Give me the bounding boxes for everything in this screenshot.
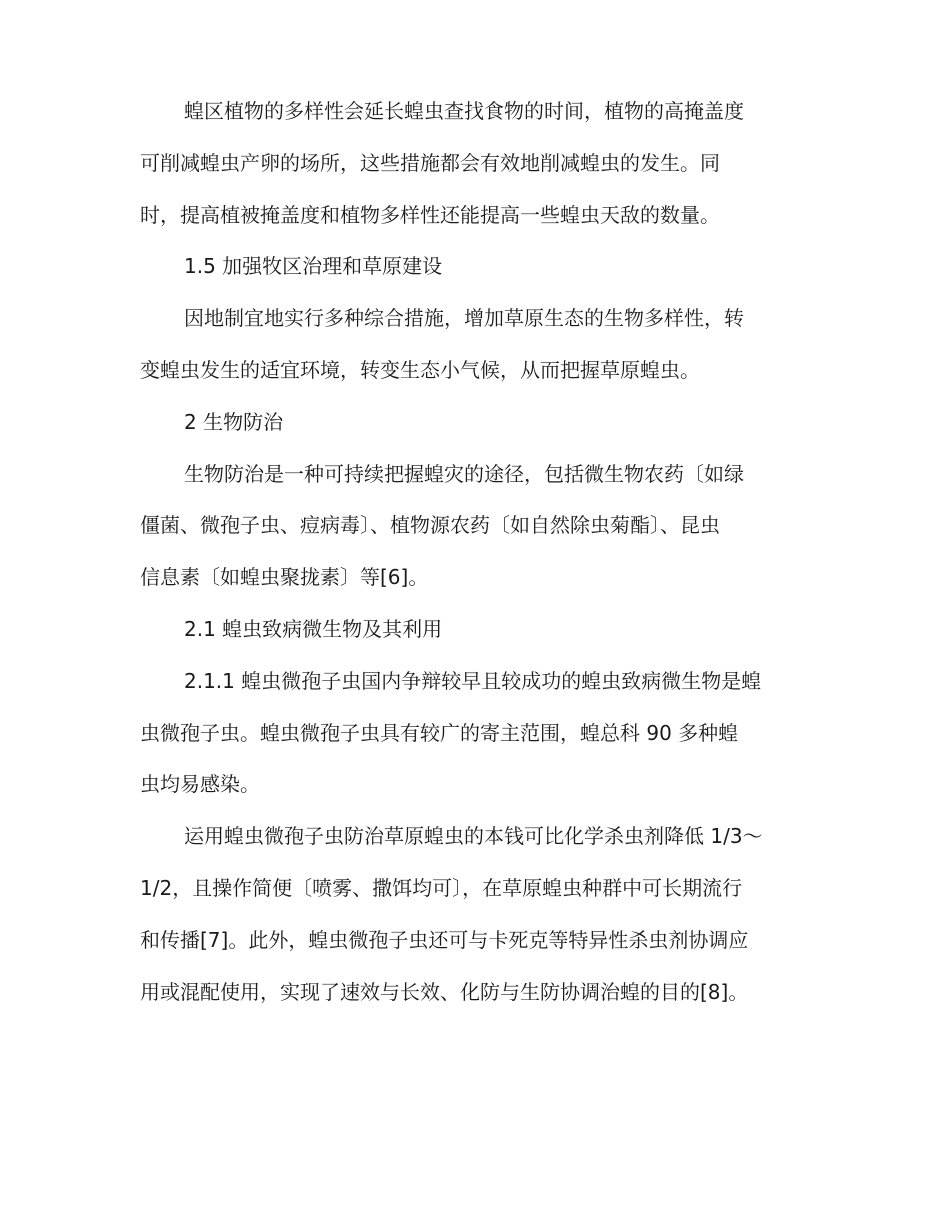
text-line: 信息素〔如蝗虫聚拢素〕等[6]。 [140,565,429,590]
heading-text: 2 生物防治 [184,409,284,434]
section-heading-2-1 [140,604,812,656]
text-line: 运用蝗虫微孢子虫防治草原蝗虫的本钱可比化学杀虫剂降低 1/3～ [184,824,763,849]
section-heading-2 [140,397,812,449]
document-body [140,86,812,1018]
text-line: 生物防治是一种可持续把握蝗灾的途径，包括微生物农药〔如绿 [184,461,744,486]
paragraph-biological-control [140,449,812,604]
text-line: 2.1.1 蝗虫微孢子虫国内争辩较早且较成功的蝗虫致病微生物是蝗 [184,668,762,693]
text-line: 变蝗虫发生的适宜环境，转变生态小气候，从而把握草原蝗虫。 [140,357,700,382]
text-line: 虫微孢子虫。蝗虫微孢子虫具有较广的寄主范围，蝗总科 90 多种蝗 [140,720,739,745]
paragraph-integrated-measures [140,293,812,397]
paragraph-microsporidia-cost [140,811,812,1018]
text-line: 因地制宜地实行多种综合措施，增加草原生态的生物多样性，转 [184,306,744,331]
text-line: 可削减蝗虫产卵的场所，这些措施都会有效地削减蝗虫的发生。同 [140,150,720,175]
text-line: 蝗区植物的多样性会延长蝗虫查找食物的时间，植物的高掩盖度 [184,99,744,123]
text-line: 虫均易感染。 [140,772,260,797]
heading-text: 1.5 加强牧区治理和草原建设 [184,254,443,279]
text-line: 僵菌、微孢子虫、痘病毒〕、植物源农药〔如自然除虫菊酯〕、昆虫 [140,513,720,538]
section-heading-1-5 [140,241,812,293]
text-line: 时，提高植被掩盖度和植物多样性还能提高一些蝗虫天敌的数量。 [140,202,720,227]
paragraph-plant-diversity [140,86,812,241]
paragraph-microsporidia [140,656,812,811]
text-line: 1/2，且操作简便〔喷雾、撒饵均可〕，在草原蝗虫种群中可长期流行 [140,875,743,900]
text-line: 用或混配使用，实现了速效与长效、化防与生防协调治蝗的目的[8]。 [140,979,749,1004]
heading-text: 2.1 蝗虫致病微生物及其利用 [184,616,443,641]
text-line: 和传播[7]。此外，蝗虫微孢子虫还可与卡死克等特异性杀虫剂协调应 [140,927,749,952]
